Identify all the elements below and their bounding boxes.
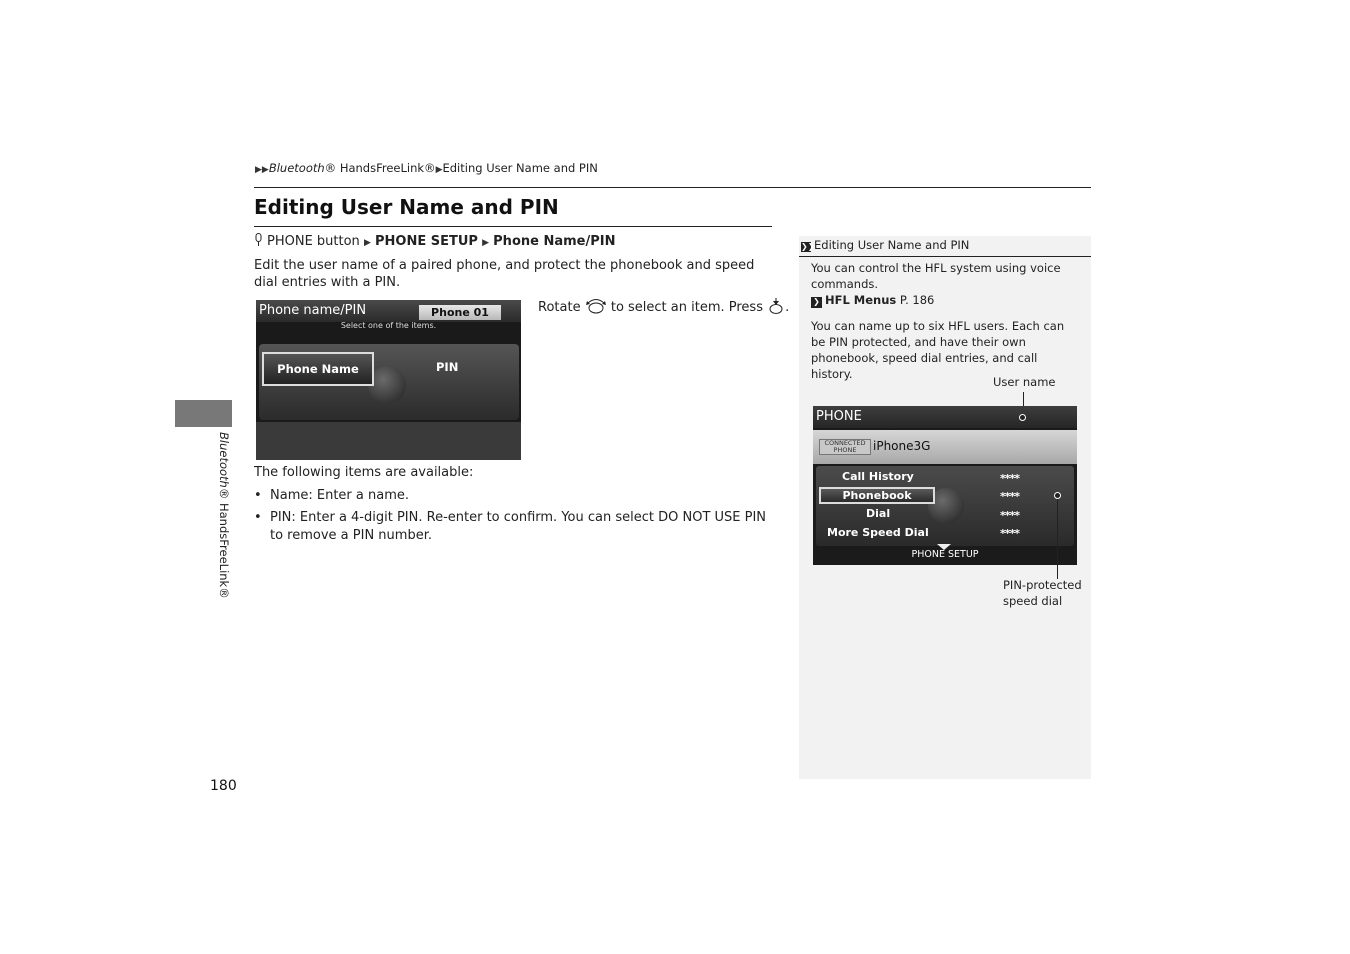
- callout-user-dot: [1019, 414, 1026, 421]
- rotate-text-1: Rotate: [538, 300, 581, 315]
- note-rule: [799, 256, 1091, 257]
- callout-pin-line: [1057, 499, 1058, 579]
- chapter-tab: [175, 400, 232, 427]
- item-term: PIN:: [270, 510, 296, 525]
- note-reference[interactable]: [811, 292, 1081, 308]
- callout-user-name: User name: [993, 375, 1056, 389]
- nav-path-step2: Phone Name/PIN: [493, 234, 616, 249]
- menu-item-call-history: Call History: [842, 470, 914, 483]
- screen1-bottom-bar: [256, 422, 521, 460]
- screen2-footer: PHONE SETUP: [911, 549, 979, 560]
- note-title: [801, 238, 969, 252]
- note-arrow-icon: ❯❯: [801, 242, 815, 251]
- phone-name-pin-screen: [256, 300, 521, 460]
- breadcrumb-arrow-icon: ▶: [435, 165, 443, 175]
- callout-pin-dot: [1054, 492, 1061, 499]
- screen1-phone-name-button: Phone Name: [262, 352, 374, 386]
- menu-item-more-speed-dial: More Speed Dial: [827, 526, 929, 539]
- intro-text: Edit the user name of a paired phone, and protect the phonebook and speed dial entries with a PIN.: [254, 258, 755, 290]
- note-text-2: You can name up to six HFL users. Each can be PIN protected, and have their own phonebook, speed dial entries, and call history.: [811, 319, 1065, 381]
- note-title-text: Editing User Name and PIN: [814, 238, 970, 252]
- title-rule: [254, 226, 772, 227]
- page-number: 180: [210, 778, 237, 794]
- breadcrumb: [255, 161, 598, 175]
- pin-mask: ****: [1000, 490, 1020, 503]
- note-ref-label: HFL Menus: [825, 293, 897, 307]
- breadcrumb-arrow-icon: ▶▶: [255, 165, 269, 175]
- breadcrumb-current: Editing User Name and PIN: [442, 161, 598, 175]
- screen1-title: Phone name/PIN: [259, 303, 367, 318]
- callout-pin-line2: speed dial: [1003, 594, 1063, 608]
- following-text: The following items are available:: [254, 465, 474, 480]
- item-desc: Enter a 4-digit PIN. Re-enter to confirm. You can select: [295, 510, 659, 525]
- menu-item-dial: Dial: [866, 507, 891, 520]
- screen1-subtitle: Select one of the items.: [340, 321, 437, 330]
- screen1-pin-button: PIN: [436, 360, 459, 374]
- rotate-instruction: [538, 297, 789, 315]
- phone-screen: [813, 406, 1077, 565]
- side-label-hfl: ® HandsFreeLink®: [217, 487, 231, 599]
- screen2-user-name: iPhone3G: [873, 439, 931, 453]
- callout-pin-protected: [1003, 577, 1082, 609]
- connected-line2: PHONE: [833, 446, 857, 454]
- rotate-text-3: .: [785, 300, 790, 315]
- press-knob-icon: [767, 297, 785, 315]
- menu-item-phonebook: Phonebook: [819, 487, 935, 504]
- reference-arrow-icon: ❯: [811, 297, 822, 308]
- connected-phone-badge: [819, 439, 871, 455]
- pin-mask: ****: [1000, 527, 1020, 540]
- list-item: [254, 487, 774, 505]
- nav-path: [254, 233, 615, 249]
- page-title: Editing User Name and PIN: [254, 195, 559, 219]
- rotate-knob-icon: [585, 297, 607, 315]
- note-text-1: You can control the HFL system using voice commands.: [811, 261, 1061, 291]
- item-desc2: to remove a PIN number.: [270, 528, 432, 543]
- side-label-bluetooth: Bluetooth: [217, 432, 231, 488]
- nav-arrow-icon: ▶: [482, 238, 490, 248]
- screen2-title: PHONE: [816, 409, 862, 424]
- nav-path-start: PHONE button: [267, 234, 360, 249]
- callout-pin-line1: PIN-protected: [1003, 578, 1082, 592]
- list-item: [254, 509, 774, 545]
- connected-line1: CONNECTED: [824, 439, 866, 447]
- breadcrumb-bluetooth: Bluetooth: [268, 161, 325, 175]
- note-ref-page: P. 186: [896, 293, 935, 307]
- item-term: Name:: [270, 488, 313, 503]
- item-emph: DO NOT USE PIN: [658, 510, 767, 525]
- pin-mask: ****: [1000, 472, 1020, 485]
- breadcrumb-hfl: ® HandsFreeLink®: [324, 161, 436, 175]
- nav-arrow-icon: ▶: [363, 238, 371, 248]
- pin-mask: ****: [1000, 509, 1020, 522]
- nav-path-step1: PHONE SETUP: [375, 234, 478, 249]
- item-desc: Enter a name.: [312, 488, 409, 503]
- home-button-icon: [254, 233, 263, 247]
- item-list: [254, 487, 774, 549]
- screen1-phone-tab: Phone 01: [419, 305, 501, 320]
- rotate-text-2: to select an item. Press: [610, 300, 763, 315]
- header-rule: [254, 187, 1091, 188]
